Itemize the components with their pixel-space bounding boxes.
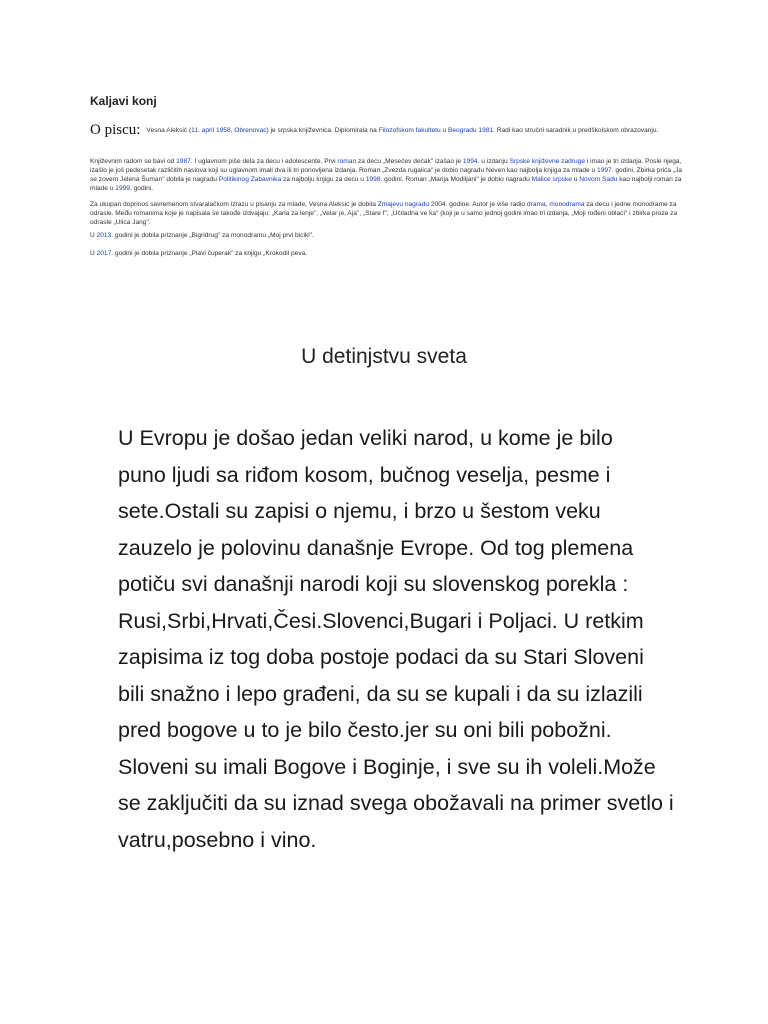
inline-text: U bbox=[90, 232, 97, 239]
about-paragraph-3 bbox=[90, 200, 690, 227]
body-line: potiču svi današnji narodi koji su slovenskog porekla : bbox=[118, 572, 629, 596]
inline-link[interactable]: Filozofskom fakultetu bbox=[378, 127, 441, 134]
body-line: vatru,posebno i vino. bbox=[118, 827, 317, 852]
inline-text: . I uglavnom piše dela za decu i adolescente. Prvi bbox=[190, 158, 338, 165]
inline-text: i imao je tri izdanja. Posle njega, izašlo je još pedesetak različitih naslova koji su uglavnom imali dva ili tri ponovljena izdanja. Roman „Zvezda rugalica" je dobio nagradu Neven kao najbolja knjiga za mlade u bbox=[90, 158, 682, 174]
body-line: Rusi,Srbi,Hrvati,Česi.Slovenci,Bugari i Poljaci. U retkim bbox=[118, 608, 644, 633]
body-line: pred bogove u to je bilo često.jer su oni bili pobožni. bbox=[118, 718, 612, 742]
inline-link[interactable]: roman bbox=[337, 158, 357, 165]
body-line: bili snažno i lepo građeni, da su se kupali i da su izlazili bbox=[118, 681, 643, 706]
inline-text: . godini. bbox=[129, 185, 154, 192]
body-line: puno ljudi sa riđom kosom, bučnog veselja, pesme i bbox=[118, 462, 611, 487]
inline-text: za decu „Mesečev dečak" izašao je bbox=[356, 158, 463, 165]
inline-link[interactable]: Beogradu bbox=[447, 127, 477, 134]
inline-link[interactable]: drama bbox=[526, 201, 546, 208]
inline-link[interactable]: 2017 bbox=[96, 250, 112, 257]
inline-text: . godini. Zbirka priča „Ja se zovem Jelena Šuman" dobila je nagradu bbox=[90, 167, 683, 183]
inline-text: za najbolju knjigu za decu u bbox=[281, 176, 366, 183]
section-title: U detinjstvu sveta bbox=[301, 345, 467, 368]
body-line: Sloveni su imali Bogove i Boginje, i sve su ih voleli.Može bbox=[118, 754, 656, 779]
inline-text: . godini je dobila priznanje „Plavi čuperak" za knjigu „Krokodil peva. bbox=[111, 250, 308, 257]
inline-link[interactable]: Srpske književne zadruge bbox=[509, 158, 585, 165]
inline-link[interactable]: 1987 bbox=[176, 158, 191, 165]
inline-text: , bbox=[545, 201, 550, 208]
inline-link[interactable]: 1994 bbox=[462, 158, 478, 165]
inline-link[interactable]: Obrenovac bbox=[234, 127, 267, 134]
inline-text: ) je srpska književnica. Diplomirala na bbox=[266, 127, 379, 134]
inline-text: u bbox=[571, 176, 580, 183]
inline-text: za decu i jedne monodrame za odrasle. Među romanima koje je napisala se takođe izdvajaju: „Karla za lenje", „Velar je, Aja", „Stare f", „Učiladna ve ka" (koji je u samo jednoj godini imao tri izdanja, „Moji rođeni oblaci" i zbirka proze za odrasle „Ulica Jang". bbox=[90, 201, 678, 226]
inline-text: Književnim radom se bavi od bbox=[90, 158, 177, 165]
body-line: U Evropu je došao jedan veliki narod, u kome je bilo bbox=[118, 426, 613, 450]
body-line: sete.Ostali su zapisi o njemu, i brzo u šestom veku bbox=[118, 499, 601, 523]
inline-text: u bbox=[440, 127, 448, 134]
inline-link[interactable]: monodrama bbox=[549, 201, 585, 208]
about-paragraph-1-text bbox=[146, 127, 658, 134]
inline-link[interactable]: 1998 bbox=[365, 176, 381, 183]
inline-link[interactable]: Novom Sadu bbox=[579, 176, 618, 183]
inline-link[interactable]: 1997 bbox=[597, 167, 612, 174]
inline-text: . godini. Roman „Marija Modiljani" je dobio nagradu bbox=[380, 176, 532, 183]
about-paragraph-4 bbox=[90, 231, 690, 240]
about-paragraph-2 bbox=[90, 157, 690, 193]
about-heading: O piscu: bbox=[90, 122, 141, 138]
about-paragraph-5 bbox=[90, 249, 690, 258]
about-author-section bbox=[90, 122, 690, 138]
about-paragraph-1 bbox=[90, 122, 690, 138]
inline-text: Za ukupan doprinos savremenom stvaralačkom izrazu u pisanju za mlade, Vesna Aleksić je dobila bbox=[90, 201, 378, 208]
body-line: zauzelo je polovinu današnje Evrope. Od tog plemena bbox=[118, 535, 634, 560]
inline-text: . Radi kao stručni saradnik u predškolskom obrazovanju. bbox=[493, 127, 659, 134]
body-text bbox=[118, 420, 738, 858]
inline-text: . u izdanju bbox=[477, 158, 510, 165]
body-line: zapisima iz tog doba postoje podaci da su Stari Sloveni bbox=[118, 645, 644, 669]
document-title: Kaljavi konj bbox=[90, 94, 157, 108]
inline-text: kao najbolji roman za mlade u bbox=[90, 176, 682, 192]
inline-text: 2004. godine. Autor je više radio bbox=[429, 201, 527, 208]
inline-link[interactable]: 1981 bbox=[478, 127, 494, 134]
inline-text: Vesna Aleksić ( bbox=[146, 127, 192, 134]
inline-text: U bbox=[90, 250, 97, 257]
inline-link[interactable]: 11. april 1958 bbox=[191, 127, 231, 134]
inline-link[interactable]: Zmajevu nagradu bbox=[377, 201, 430, 208]
inline-text: . godini je dobila priznanje „Bigridrug" za monodramu „Moj prvi bicikl". bbox=[111, 232, 314, 239]
inline-link[interactable]: Malice srpske bbox=[531, 176, 572, 183]
inline-link[interactable]: 2013 bbox=[96, 232, 112, 239]
inline-link[interactable]: Politikinog Zabavnika bbox=[218, 176, 282, 183]
inline-text: , bbox=[230, 127, 235, 134]
inline-link[interactable]: 1999 bbox=[115, 185, 130, 192]
body-line: se zaključiti da su iznad svega obožavali na primer svetlo i bbox=[118, 791, 674, 815]
